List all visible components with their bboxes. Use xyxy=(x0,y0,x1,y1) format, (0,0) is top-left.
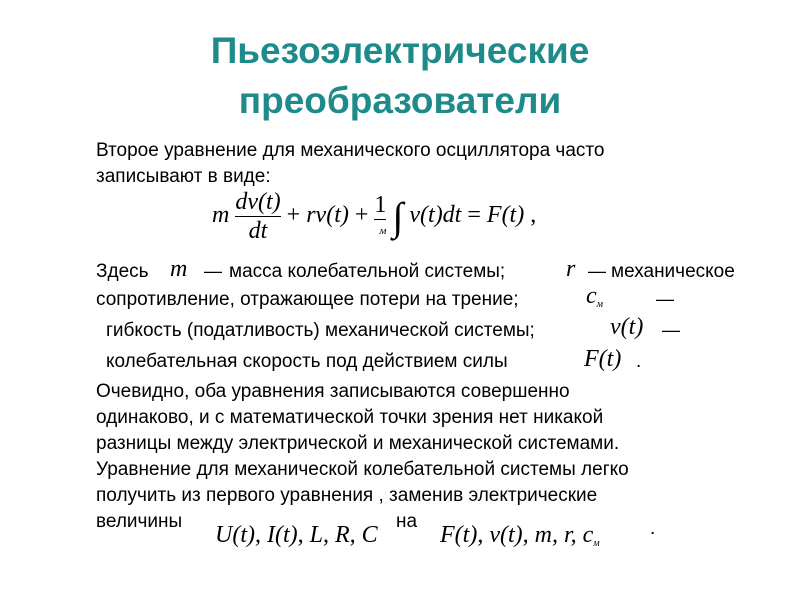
main-equation xyxy=(212,188,536,245)
eq-derivative-fraction xyxy=(235,188,280,245)
mechanical-variables xyxy=(440,522,600,549)
def-symbol-c xyxy=(586,283,603,310)
eq-equals: = xyxy=(467,202,481,229)
intro-line-1: Второе уравнение для механического осциллятора часто xyxy=(96,140,605,161)
def-period: . xyxy=(636,351,642,372)
def-dash-c: — xyxy=(656,289,674,309)
conclusion-period: . xyxy=(650,518,656,539)
def-symbol-c-base: c xyxy=(586,283,597,309)
def-dash-v: — xyxy=(662,320,680,340)
eq-comma: , xyxy=(530,202,537,229)
intro-line-2: записывают в виде: xyxy=(96,166,271,187)
eq-rv: rv(t) xyxy=(306,202,349,229)
def-v-desc: колебательная скорость под действием силы xyxy=(106,351,508,372)
mechanical-variables-base: F(t), v(t), m, r, c xyxy=(440,522,594,548)
eq-frac-denominator: dt xyxy=(248,218,268,244)
eq-plus-2: + xyxy=(354,202,369,229)
conclusion-line-6: величины xyxy=(96,511,183,532)
eq-plus-1: + xyxy=(286,202,301,229)
eq-integrand: v(t)dt xyxy=(409,202,462,229)
def-dash-r: — xyxy=(588,261,606,281)
def-symbol-F: F(t) xyxy=(584,346,622,372)
conclusion-on: на xyxy=(396,511,418,532)
def-symbol-r: r xyxy=(566,256,576,282)
def-symbol-c-sub: м xyxy=(596,299,604,310)
def-symbol-m: m xyxy=(170,256,188,282)
def-symbol-v: v(t) xyxy=(610,314,644,340)
eq-m: m xyxy=(212,202,230,229)
def-here: Здесь xyxy=(96,261,149,282)
eq-integral-sign: ∫ xyxy=(392,194,404,239)
title-line-1: Пьезоэлектрические xyxy=(210,30,590,71)
mechanical-variables-sub: м xyxy=(593,538,600,549)
eq-inverse-fraction xyxy=(374,191,386,242)
eq-cm-sub: м xyxy=(379,225,387,237)
conclusion-line-4: Уравнение для механической колебательной системы легко xyxy=(96,459,629,480)
conclusion-line-2: одинаково, и с математической точки зрения нет никакой xyxy=(96,407,604,428)
title-line-2: преобразователи xyxy=(238,80,562,121)
eq-one: 1 xyxy=(374,192,387,218)
def-r-desc-2: сопротивление, отражающее потери на трение; xyxy=(96,289,519,310)
conclusion-line-3: разницы между электрической и механической системами. xyxy=(96,433,620,454)
def-r-desc: механическое xyxy=(611,261,735,282)
def-dash-m: — xyxy=(204,261,222,281)
conclusion-line-5: получить из первого уравнения , заменив электрические xyxy=(96,485,598,506)
electric-variables: U(t), I(t), L, R, C xyxy=(215,522,378,548)
conclusion-line-1: Очевидно, оба уравнения записываются совершенно xyxy=(96,381,570,402)
eq-rhs: F(t) xyxy=(486,202,525,229)
eq-frac-numerator: dv(t) xyxy=(235,189,281,215)
def-c-desc: гибкость (податливость) механической системы; xyxy=(106,320,535,341)
def-m-desc: масса колебательной системы; xyxy=(229,261,506,282)
